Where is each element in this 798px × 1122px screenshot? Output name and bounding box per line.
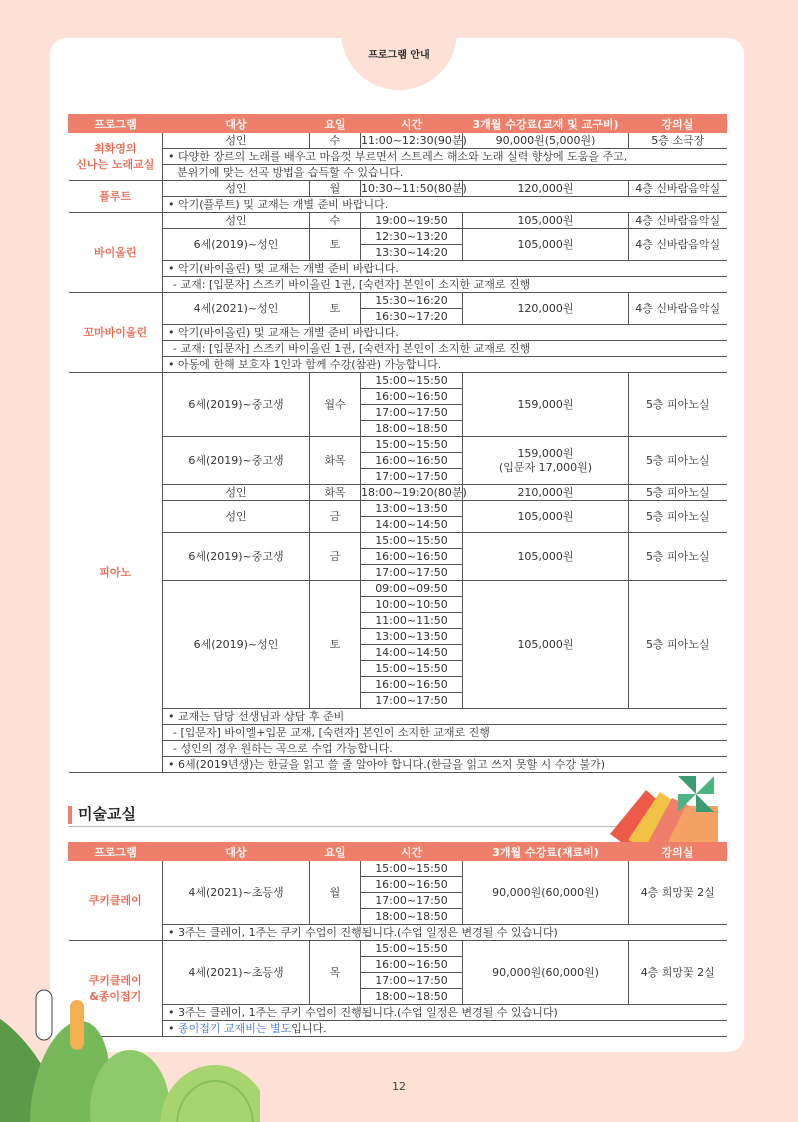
cell-target: 성인 [163, 133, 310, 149]
cell-room: 4층 희망꽃 2실 [629, 941, 727, 1005]
header-target: 대상 [163, 115, 310, 133]
program-name-cookie-clay-origami: 쿠키클레이 &종이접기 [69, 941, 163, 1037]
cell-time: 10:00~10:50 [361, 597, 463, 613]
header-time: 시간 [361, 843, 463, 861]
cell-room: 4층 신바람음악실 [629, 229, 727, 261]
cell-fee: 105,000원 [463, 229, 629, 261]
cell-fee: 105,000원 [463, 581, 629, 709]
cell-time: 15:30~16:20 [361, 293, 463, 309]
cell-room: 5층 피아노실 [629, 485, 727, 501]
cell-time: 15:00~15:50 [361, 373, 463, 389]
music-program-table [68, 114, 727, 773]
cell-day: 토 [310, 229, 361, 261]
cell-time: 17:00~17:50 [361, 893, 463, 909]
cell-room: 4층 신바람음악실 [629, 293, 727, 325]
section-title-art: 미술교실 [78, 805, 136, 823]
table-row [69, 485, 727, 501]
cell-time: 18:00~18:50 [361, 909, 463, 925]
table-header-row [69, 115, 727, 133]
cell-fee: 105,000원 [463, 533, 629, 581]
table-row [69, 229, 727, 245]
note-text: 분위기에 맞는 선곡 방법을 습득할 수 있습니다. [163, 165, 727, 181]
cell-day: 목 [310, 941, 361, 1005]
cell-room: 5층 피아노실 [629, 437, 727, 485]
cell-time: 16:00~16:50 [361, 877, 463, 893]
cell-room: 5층 피아노실 [629, 581, 727, 709]
table-row [69, 373, 727, 389]
cell-target: 성인 [163, 485, 310, 501]
cell-time: 13:00~13:50 [361, 629, 463, 645]
cell-time: 18:00~18:50 [361, 421, 463, 437]
note-suffix: 입니다. [291, 1021, 327, 1035]
program-name-piano: 피아노 [69, 373, 163, 773]
cell-time: 09:00~09:50 [361, 581, 463, 597]
fee-beginner: (입문자 17,000원) [498, 460, 593, 474]
header-title: 프로그램 안내 [368, 50, 430, 61]
table-row [69, 501, 727, 517]
cell-day: 토 [310, 293, 361, 325]
program-name-violin: 바이올린 [69, 213, 163, 293]
note-highlight: 종이접기 교재비는 별도 [178, 1021, 292, 1035]
page-number: 12 [392, 1080, 406, 1093]
table-row [69, 293, 727, 309]
cell-room: 5층 소극장 [629, 133, 727, 149]
cell-time: 15:00~15:50 [361, 437, 463, 453]
cell-target: 4세(2021)~초등생 [163, 941, 310, 1005]
cell-time: 13:30~14:20 [361, 245, 463, 261]
cell-time: 17:00~17:50 [361, 565, 463, 581]
cell-day: 월수 [310, 373, 361, 437]
program-name-flute: 플루트 [69, 181, 163, 213]
header-room: 강의실 [629, 115, 727, 133]
cell-time: 19:00~19:50 [361, 213, 463, 229]
cell-fee: 90,000원(60,000원) [463, 861, 629, 925]
cell-time: 13:00~13:50 [361, 501, 463, 517]
cell-time: 15:00~15:50 [361, 941, 463, 957]
cell-time: 11:00~12:30(90분) [361, 133, 467, 147]
cell-target: 6세(2019)~성인 [163, 229, 310, 261]
cell-day: 수 [310, 213, 361, 229]
cell-day: 수 [310, 133, 361, 149]
table-header-row [69, 843, 727, 861]
cell-target: 성인 [163, 501, 310, 533]
note-text: • 교재는 담당 선생님과 상담 후 준비 [163, 709, 727, 725]
note-text: - 교재: [입문자] 스즈키 바이올린 1권, [숙련자] 본인이 소지한 교재로 진행 [163, 341, 727, 357]
note-text: • 아동에 한해 보호자 1인과 함께 수강(참관) 가능합니다. [163, 357, 727, 373]
section-divider [68, 826, 628, 827]
table-row [69, 181, 727, 197]
cell-day: 토 [310, 581, 361, 709]
cell-target: 6세(2019)~중고생 [163, 437, 310, 485]
cell-time: 17:00~17:50 [361, 469, 463, 485]
program-name-cookie-clay: 쿠키클레이 [69, 861, 163, 941]
cell-day: 월 [310, 861, 361, 925]
cell-room: 5층 피아노실 [629, 501, 727, 533]
note-text: - 교재: [입문자] 스즈키 바이올린 1권, [숙련자] 본인이 소지한 교재로 진행 [163, 277, 727, 293]
cell-fee: 210,000원 [463, 485, 629, 501]
header-room: 강의실 [629, 843, 727, 861]
program-name-chorus: 최화영의 신나는 노래교실 [69, 133, 163, 181]
cell-day: 화목 [310, 485, 361, 501]
cell-time: 15:00~15:50 [361, 533, 463, 549]
fee-main: 159,000원 [517, 446, 574, 460]
cell-fee [463, 437, 629, 485]
cell-time: 11:00~11:50 [361, 613, 463, 629]
cell-target: 성인 [163, 213, 310, 229]
header-program: 프로그램 [69, 843, 163, 861]
header-day: 요일 [310, 843, 361, 861]
cell-fee: 90,000원(60,000원) [463, 941, 629, 1005]
header-day: 요일 [310, 115, 361, 133]
cell-target: 6세(2019)~성인 [163, 581, 310, 709]
table-row [69, 861, 727, 877]
note-text: • 3주는 클레이, 1주는 쿠키 수업이 진행됩니다.(수업 일정은 변경될 수 있습니다) [163, 925, 727, 941]
cell-time: 18:00~18:50 [361, 989, 463, 1005]
cell-room: 4층 희망꽃 2실 [629, 861, 727, 925]
cell-fee: 159,000원 [463, 373, 629, 437]
table-row [69, 213, 727, 229]
table-row [69, 533, 727, 549]
header-fee: 3개월 수강료(교재 및 교구비) [463, 115, 629, 133]
cell-target: 4세(2021)~성인 [163, 293, 310, 325]
cell-time: 16:00~16:50 [361, 549, 463, 565]
header-program: 프로그램 [69, 115, 163, 133]
cell-time: 16:00~16:50 [361, 389, 463, 405]
cell-time: 12:30~13:20 [361, 229, 463, 245]
cell-time: 14:00~14:50 [361, 517, 463, 533]
cell-time: 17:00~17:50 [361, 973, 463, 989]
cell-room: 5층 피아노실 [629, 373, 727, 437]
note-text: • 악기(플루트) 및 교재는 개별 준비 바랍니다. [163, 197, 727, 213]
table-row [69, 437, 727, 453]
leaf-illustration [0, 980, 260, 1122]
table-row [69, 133, 727, 149]
cell-time: 15:00~15:50 [361, 661, 463, 677]
cell-day: 화목 [310, 437, 361, 485]
cell-day: 월 [310, 181, 361, 197]
cell-target: 성인 [163, 181, 310, 197]
note-text: - 성인의 경우 원하는 곡으로 수업 가능합니다. [163, 741, 727, 757]
cell-room: 4층 신바람음악실 [629, 181, 727, 197]
header-fee: 3개월 수강료(재료비) [463, 843, 629, 861]
cell-target: 6세(2019)~중고생 [163, 373, 310, 437]
cell-target: 6세(2019)~중고생 [163, 533, 310, 581]
cell-day: 금 [310, 533, 361, 581]
cell-room: 4층 신바람음악실 [629, 213, 727, 229]
cell-target: 4세(2021)~초등생 [163, 861, 310, 925]
cell-time: 18:00~19:20(80분) [361, 485, 467, 499]
program-name-kkoma-violin: 꼬마바이올린 [69, 293, 163, 373]
cell-day: 금 [310, 501, 361, 533]
table-row [69, 581, 727, 597]
cell-fee: 120,000원 [463, 181, 629, 197]
cell-time: 14:00~14:50 [361, 645, 463, 661]
cell-time: 17:00~17:50 [361, 693, 463, 709]
cell-time: 16:00~16:50 [361, 957, 463, 973]
cell-time: 16:00~16:50 [361, 677, 463, 693]
note-text: • 다양한 장르의 노래를 배우고 마음껏 부르면서 스트레스 해소와 노래 실력 향상에 도움을 주고, [163, 149, 727, 165]
note-text: • 악기(바이올린) 및 교재는 개별 준비 바랍니다. [163, 261, 727, 277]
cell-room: 5층 피아노실 [629, 533, 727, 581]
cell-fee: 105,000원 [463, 501, 629, 533]
note-bullet: • [168, 1021, 178, 1035]
cell-time: 10:30~11:50(80분) [361, 181, 467, 195]
cell-fee: 90,000원(5,000원) [463, 133, 629, 149]
cell-time: 16:00~16:50 [361, 453, 463, 469]
header-time: 시간 [361, 115, 463, 133]
note-text: • 악기(바이올린) 및 교재는 개별 준비 바랍니다. [163, 325, 727, 341]
header-target: 대상 [163, 843, 310, 861]
cell-fee: 120,000원 [463, 293, 629, 325]
cell-time: 16:30~17:20 [361, 309, 463, 325]
cell-time: 17:00~17:50 [361, 405, 463, 421]
cell-time: 15:00~15:50 [361, 861, 463, 877]
note-text: • 3주는 클레이, 1주는 쿠키 수업이 진행됩니다.(수업 일정은 변경될 수 있습니다) [163, 1005, 727, 1021]
note-text: - [입문자] 바이엘+입문 교재, [숙련자] 본인이 소지한 교재로 진행 [163, 725, 727, 741]
cell-fee: 105,000원 [463, 213, 629, 229]
note-text: • 6세(2019년생)는 한글을 읽고 쓸 줄 알아야 합니다.(한글을 읽고 쓰지 못할 시 수강 불가) [163, 757, 727, 773]
table-row [69, 941, 727, 957]
paper-pinwheel-illustration [606, 770, 726, 850]
